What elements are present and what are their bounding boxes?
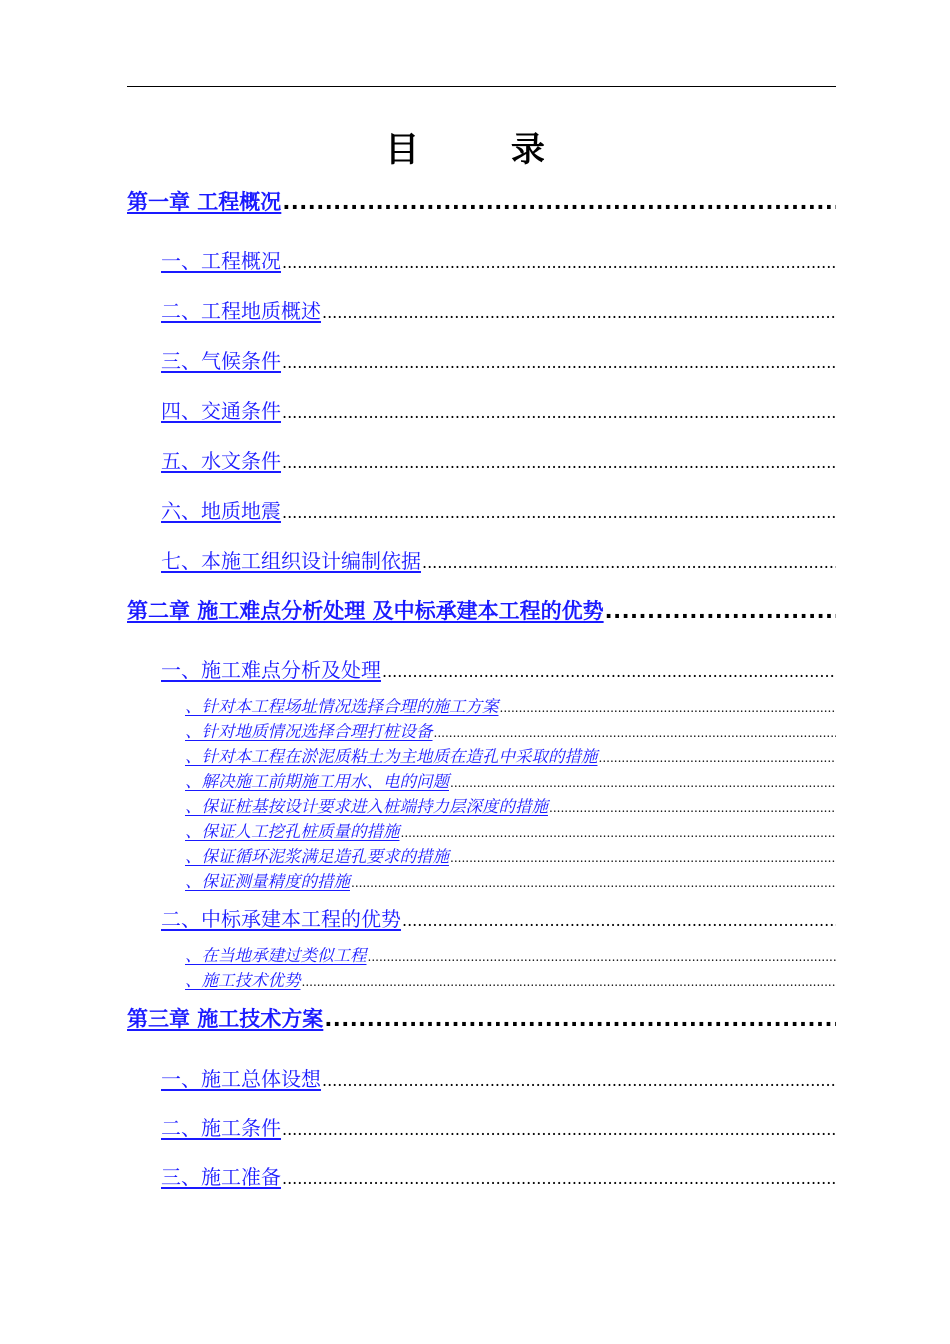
toc-link[interactable]: 第一章 工程概况 bbox=[127, 190, 282, 214]
dot-leader bbox=[368, 950, 837, 964]
toc-entry-subsection[interactable] bbox=[185, 942, 836, 966]
toc-link[interactable]: 、针对本工程在淤泥质粘土为主地质在造孔中采取的措施 bbox=[185, 747, 598, 766]
toc-link[interactable]: 一、施工总体设想 bbox=[161, 1067, 321, 1091]
toc-link[interactable]: 三、施工准备 bbox=[161, 1165, 281, 1189]
toc-entry-subsection[interactable] bbox=[185, 743, 836, 767]
toc-entry-section[interactable] bbox=[161, 495, 836, 525]
toc-entry-subsection[interactable] bbox=[185, 843, 836, 867]
dot-leader bbox=[450, 851, 836, 865]
dot-leader bbox=[324, 1007, 836, 1031]
toc-entry-section[interactable] bbox=[161, 903, 836, 933]
dot-leader bbox=[434, 726, 837, 740]
toc-entry-section[interactable] bbox=[161, 545, 836, 575]
toc-entry-subsection[interactable] bbox=[185, 693, 836, 717]
dot-leader bbox=[351, 876, 836, 890]
toc-entry-subsection[interactable] bbox=[185, 793, 836, 817]
dot-leader bbox=[282, 1169, 836, 1188]
dot-leader bbox=[282, 353, 836, 372]
toc-title: 目 录 bbox=[385, 130, 585, 170]
toc-entry-section[interactable] bbox=[161, 1063, 836, 1093]
toc-entry-section[interactable] bbox=[161, 295, 836, 325]
header-rule bbox=[127, 86, 836, 87]
toc-link[interactable]: 第三章 施工技术方案 bbox=[127, 1007, 324, 1031]
toc-entry-subsection[interactable] bbox=[185, 718, 836, 742]
dot-leader bbox=[282, 253, 836, 272]
toc-link[interactable]: 、在当地承建过类似工程 bbox=[185, 946, 367, 965]
toc-entry-subsection[interactable] bbox=[185, 818, 836, 842]
toc-entry-subsection[interactable] bbox=[185, 768, 836, 792]
toc-link[interactable]: 、针对地质情况选择合理打桩设备 bbox=[185, 722, 433, 741]
dot-leader bbox=[282, 1120, 836, 1139]
toc-entry-section[interactable] bbox=[161, 1161, 836, 1191]
toc-link[interactable]: 、保证人工挖孔桩质量的措施 bbox=[185, 822, 400, 841]
dot-leader bbox=[500, 701, 837, 715]
toc-link[interactable]: 、施工技术优势 bbox=[185, 971, 301, 990]
dot-leader bbox=[282, 190, 836, 214]
dot-leader bbox=[549, 801, 836, 815]
toc-link[interactable]: 二、中标承建本工程的优势 bbox=[161, 907, 401, 931]
toc-entry-section[interactable] bbox=[161, 345, 836, 375]
toc-link[interactable]: 二、施工条件 bbox=[161, 1116, 281, 1140]
dot-leader bbox=[282, 403, 836, 422]
dot-leader bbox=[382, 662, 836, 681]
toc-link[interactable]: 、针对本工程场址情况选择合理的施工方案 bbox=[185, 697, 499, 716]
toc-entry-section[interactable] bbox=[161, 654, 836, 684]
toc-link[interactable]: 五、水文条件 bbox=[161, 449, 281, 473]
dot-leader bbox=[450, 776, 836, 790]
dot-leader bbox=[402, 911, 836, 930]
toc-entry-section[interactable] bbox=[161, 1112, 836, 1142]
toc-link[interactable]: 三、气候条件 bbox=[161, 349, 281, 373]
dot-leader bbox=[322, 1071, 836, 1090]
dot-leader bbox=[605, 599, 836, 623]
toc-link[interactable]: 七、本施工组织设计编制依据 bbox=[161, 549, 421, 573]
dot-leader bbox=[302, 975, 837, 989]
dot-leader bbox=[282, 503, 836, 522]
toc-link[interactable]: 、保证循环泥浆满足造孔要求的措施 bbox=[185, 847, 449, 866]
dot-leader bbox=[422, 553, 836, 572]
toc-entry-subsection[interactable] bbox=[185, 868, 836, 892]
dot-leader bbox=[282, 453, 836, 472]
dot-leader bbox=[322, 303, 836, 322]
toc-entry-chapter-1[interactable] bbox=[127, 186, 836, 216]
toc-link[interactable]: 二、工程地质概述 bbox=[161, 299, 321, 323]
toc-link[interactable]: 、解决施工前期施工用水、电的问题 bbox=[185, 772, 449, 791]
toc-entry-section[interactable] bbox=[161, 445, 836, 475]
toc-link[interactable]: 、保证桩基按设计要求进入桩端持力层深度的措施 bbox=[185, 797, 548, 816]
toc-link[interactable]: 第二章 施工难点分析处理 及中标承建本工程的优势 bbox=[127, 599, 604, 623]
toc-entry-section[interactable] bbox=[161, 245, 836, 275]
toc-entry-chapter-3[interactable] bbox=[127, 1003, 836, 1033]
toc-entry-chapter-2[interactable] bbox=[127, 595, 836, 625]
toc-link[interactable]: 、保证测量精度的措施 bbox=[185, 872, 350, 891]
toc-entry-section[interactable] bbox=[161, 395, 836, 425]
dot-leader bbox=[599, 751, 837, 765]
toc-link[interactable]: 一、施工难点分析及处理 bbox=[161, 658, 381, 682]
toc-link[interactable]: 四、交通条件 bbox=[161, 399, 281, 423]
dot-leader bbox=[401, 826, 837, 840]
toc-entry-subsection[interactable] bbox=[185, 967, 836, 991]
toc-link[interactable]: 一、工程概况 bbox=[161, 249, 281, 273]
toc-link[interactable]: 六、地质地震 bbox=[161, 499, 281, 523]
